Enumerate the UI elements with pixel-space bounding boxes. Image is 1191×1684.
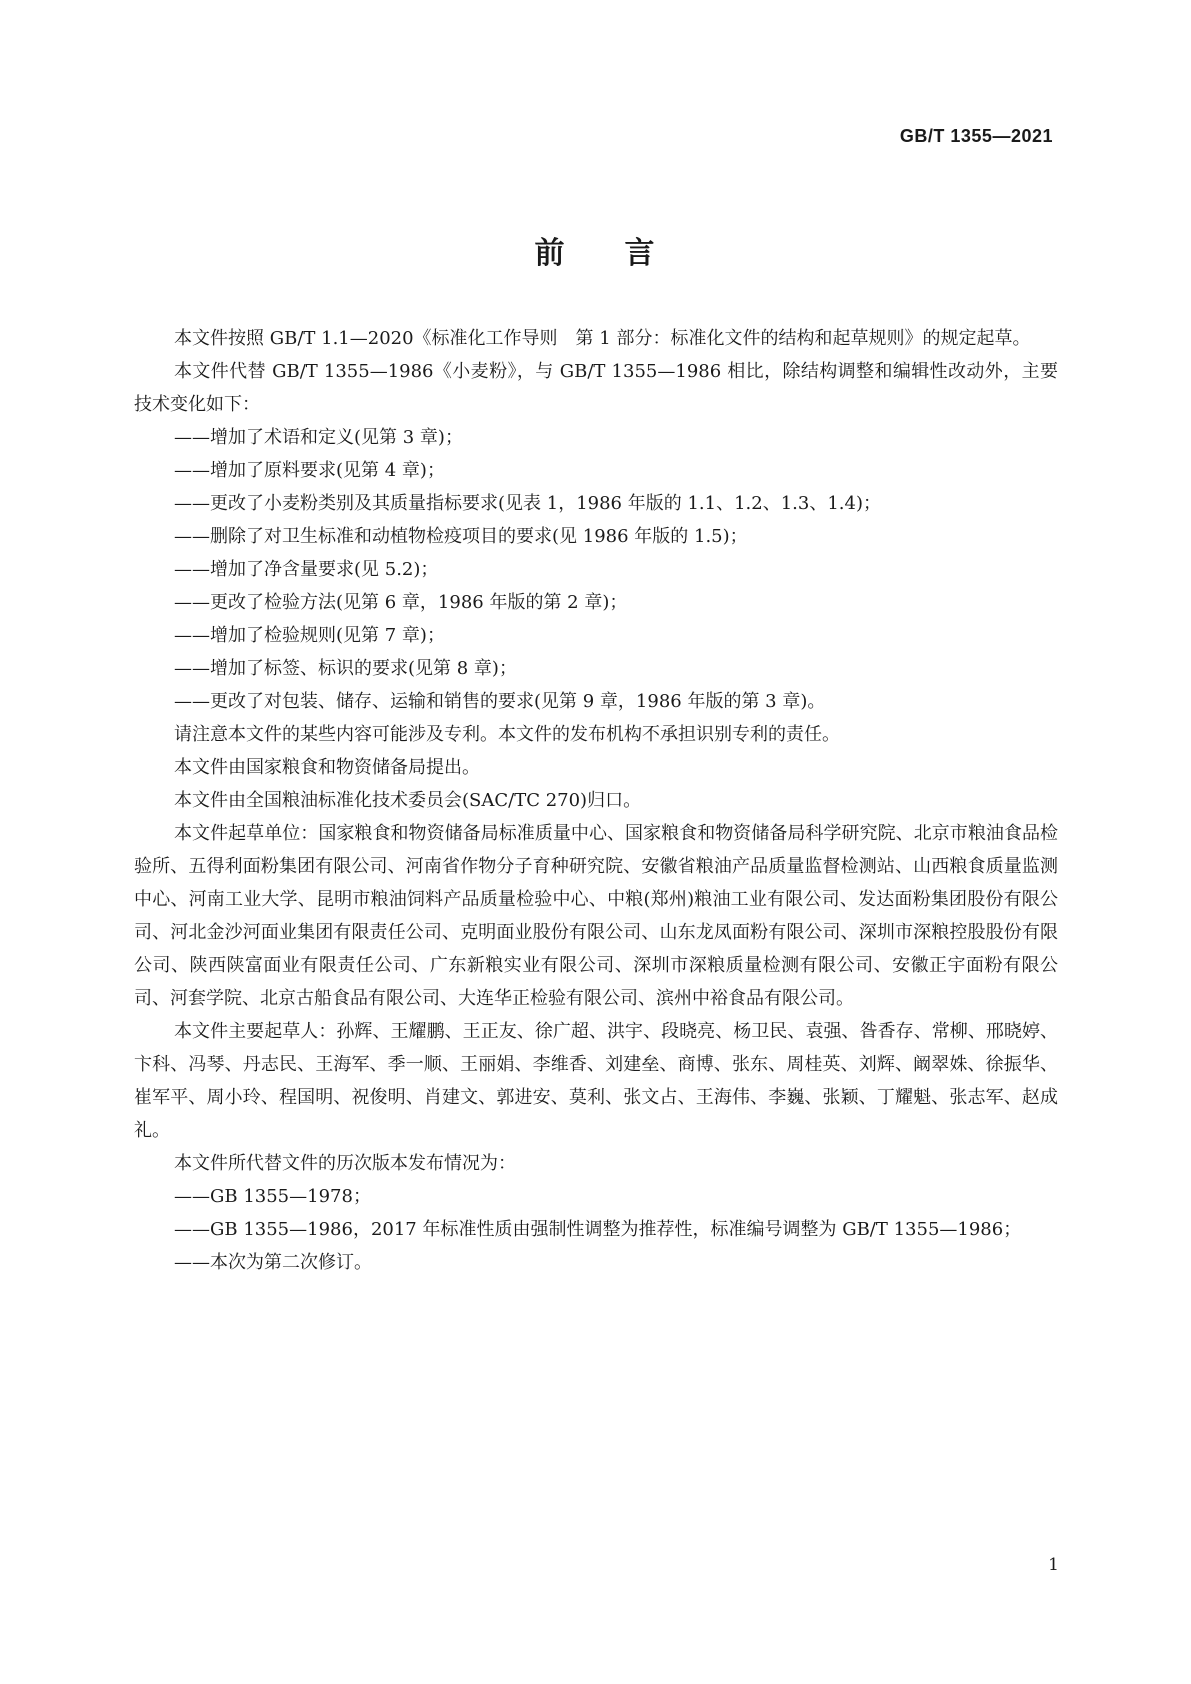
- page-title: [0, 228, 1191, 272]
- title-char-2: 言: [624, 236, 657, 271]
- change-list-item: ——更改了小麦粉类别及其质量指标要求(见表 1，1986 年版的 1.1、1.2、1.3、1.4)；: [174, 493, 881, 514]
- change-list-item: ——更改了对包装、储存、运输和销售的要求(见第 9 章，1986 年版的第 3 章)。: [174, 691, 826, 712]
- history-item: ——GB 1355—1978；: [174, 1186, 371, 1207]
- history-intro: 本文件所代替文件的历次版本发布情况为：: [174, 1153, 516, 1174]
- paragraph: 本文件按照 GB/T 1.1—2020《标准化工作导则 第 1 部分：标准化文件的结构和起草规则》的规定起草。: [174, 328, 1031, 349]
- drafting-units: 本文件起草单位：国家粮食和物资储备局标准质量中心、国家粮食和物资储备局科学研究院、北京市粮油食品检验所、五得利面粉集团有限公司、河南省作物分子育种研究院、安徽省粮油产品质量监督检测站、山西粮食质量监测中心、河南工业大学、昆明市粮油饲料产品质量检验中心、中粮(郑州)粮油工业有限公司、发达面粉集团股份有限公司、河北金沙河面业集团有限责任公司、克明面业股份有限公司、山东龙凤面粉有限公司、深圳市深粮控股股份有限公司、陕西陕富面业有限责任公司、广东新粮实业有限公司、深圳市深粮质量检测有限公司、安徽正宇面粉有限公司、河套学院、北京古船食品有限公司、大连华正检验有限公司、滨州中裕食品有限公司。: [134, 823, 1058, 1009]
- change-list-item: ——增加了净含量要求(见 5.2)；: [174, 559, 439, 580]
- change-list-item: ——增加了术语和定义(见第 3 章)；: [174, 427, 463, 448]
- drafters: 本文件主要起草人：孙辉、王耀鹏、王正友、徐广超、洪宇、段晓亮、杨卫民、袁强、昝香存、常柳、邢晓婷、卞科、冯琴、丹志民、王海军、季一顺、王丽娟、李维香、刘建垒、商博、张东、周桂英、刘辉、阚翠姝、徐振华、崔军平、周小玲、程国明、祝俊明、肖建文、郭进安、莫利、张文占、王海伟、李巍、张颖、丁耀魁、张志军、赵成礼。: [134, 1021, 1058, 1141]
- proposer-statement: 本文件由国家粮食和物资储备局提出。: [174, 757, 480, 778]
- title-char-1: 前: [534, 236, 567, 271]
- patent-notice: 请注意本文件的某些内容可能涉及专利。本文件的发布机构不承担识别专利的责任。: [174, 724, 840, 745]
- change-list-item: ——增加了检验规则(见第 7 章)；: [174, 625, 445, 646]
- paragraph: 本文件代替 GB/T 1355—1986《小麦粉》，与 GB/T 1355—1986 相比，除结构调整和编辑性改动外，主要技术变化如下：: [134, 361, 1058, 415]
- history-item: ——GB 1355—1986，2017 年标准性质由强制性调整为推荐性，标准编号调整为 GB/T 1355—1986；: [174, 1219, 1022, 1240]
- committee-statement: 本文件由全国粮油标准化技术委员会(SAC/TC 270)归口。: [174, 790, 642, 811]
- standard-code: GB/T 1355—2021: [899, 126, 1053, 146]
- change-list-item: ——删除了对卫生标准和动植物检疫项目的要求(见 1986 年版的 1.5)；: [174, 526, 748, 547]
- page-number: 1: [1048, 1555, 1059, 1575]
- change-list-item: ——增加了原料要求(见第 4 章)；: [174, 460, 445, 481]
- change-list-item: ——更改了检验方法(见第 6 章，1986 年版的第 2 章)；: [174, 592, 628, 613]
- foreword-body: [134, 322, 1058, 1279]
- history-item: ——本次为第二次修订。: [174, 1252, 372, 1273]
- change-list-item: ——增加了标签、标识的要求(见第 8 章)；: [174, 658, 517, 679]
